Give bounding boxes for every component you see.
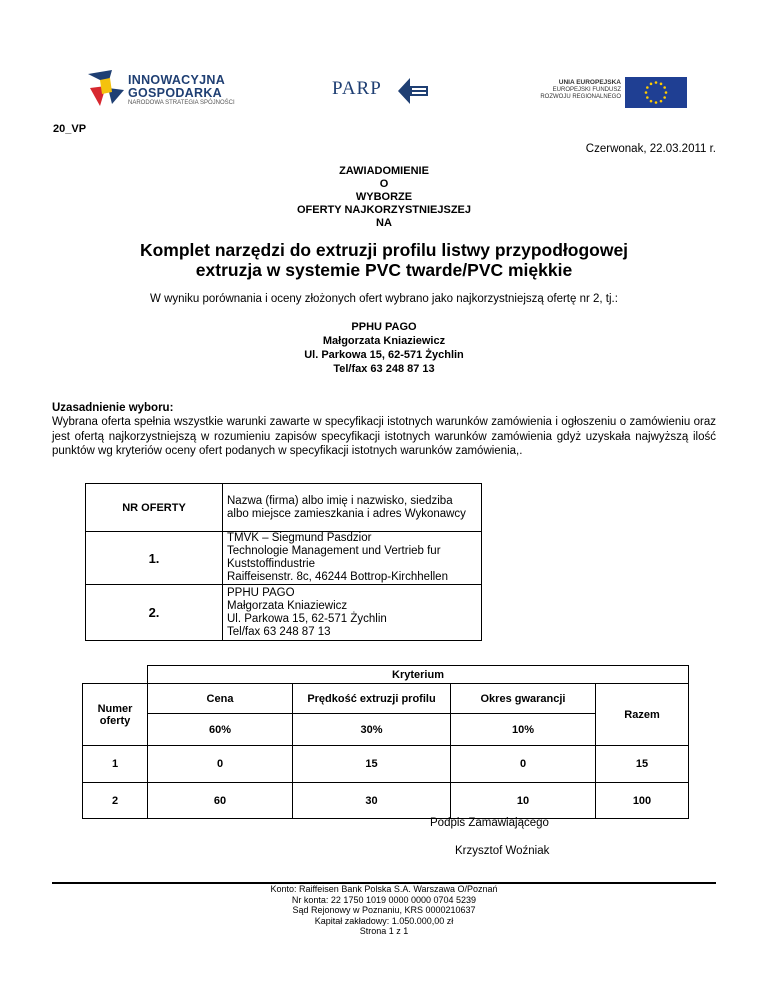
- offer-number: 2.: [86, 585, 223, 641]
- offer-line: Technologie Management und Vertrieb fur Kuststoffindustrie: [227, 545, 441, 570]
- score-total: 100: [596, 783, 689, 819]
- score-cell: 10: [451, 783, 596, 819]
- offer-line: Małgorzata Kniaziewicz: [227, 599, 348, 612]
- score-cell: 30: [293, 783, 451, 819]
- offer-number: 1.: [86, 532, 223, 585]
- logo-ig-subtitle: NARODOWA STRATEGIA SPÓJNOŚCI: [128, 100, 235, 106]
- signature-name: Krzysztof Woźniak: [455, 845, 550, 857]
- footer-line: Nr konta: 22 1750 1019 0000 0000 0704 5239: [291, 894, 477, 905]
- justification-body: Wybrana oferta spełnia wszystkie warunki zawarte w specyfikacji istotnych warunków zamówienia i ogłoszeniu o zamówieniu oraz jest ofertą najkorzystniejszą w rozumieniu zapisów specyfikacji istotnych warunków zamówienia gdyż uzyskała najwyższą ilość punktów wg kryteriów oceny ofert podanych w specyfikacji istotnych warunków zamówienia,.: [52, 416, 716, 457]
- logo-parp-text: PARP: [332, 78, 382, 99]
- table-row: [86, 484, 482, 532]
- heading-line: WYBORZE: [355, 191, 413, 203]
- eu-star-icon: [646, 86, 649, 89]
- offer-line: PPHU PAGO: [227, 586, 295, 599]
- offer-number-header: Numer oferty: [83, 684, 148, 746]
- winner-line: Małgorzata Kniaziewicz: [322, 335, 446, 347]
- offer-line: Ul. Parkowa 15, 62-571 Żychlin: [227, 612, 387, 625]
- innovation-star-icon: [86, 68, 126, 112]
- logo-ig-line2: GOSPODARKA: [128, 86, 222, 100]
- procurement-subject: [0, 240, 768, 280]
- footer: [0, 884, 768, 937]
- subject-line: Komplet narzędzi do extruzji profilu listwy przypodłogowej: [139, 240, 629, 260]
- heading-line: OFERTY NAJKORZYSTNIEJSZEJ: [297, 204, 471, 216]
- place-and-date: Czerwonak, 22.03.2011 r.: [585, 143, 716, 155]
- heading-line: O: [379, 178, 389, 190]
- table-row: [86, 532, 482, 585]
- notice-heading: [0, 165, 768, 230]
- offer-line: TMVK – Siegmund Pasdzior: [227, 532, 372, 544]
- logo-eu-fund: [537, 75, 687, 109]
- score-cell: 60: [148, 783, 293, 819]
- criterion-weight: 60%: [148, 714, 293, 746]
- table-row: [86, 585, 482, 641]
- score-offer-num: 1: [83, 746, 148, 783]
- eu-star-icon: [655, 81, 658, 84]
- offers-header-num: NR OFERTY: [86, 484, 223, 532]
- offer-line: Raiffeisenstr. 8c, 46244 Bottrop-Kirchhellen: [227, 571, 448, 583]
- total-header: Razem: [596, 684, 689, 746]
- offer-desc: [223, 585, 482, 641]
- eu-star-icon: [660, 83, 663, 86]
- score-total: 15: [596, 746, 689, 783]
- eu-star-icon: [650, 83, 653, 86]
- table-row: [83, 746, 689, 783]
- criterion-name: Prędkość extruzji profilu: [293, 684, 451, 714]
- logo-ue-line1: UNIA EUROPEJSKA: [558, 79, 621, 86]
- eu-star-icon: [645, 91, 648, 94]
- heading-line: NA: [376, 217, 392, 229]
- intro-text: W wyniku porównania i oceny złożonych ofert wybrano jako najkorzystniejszą ofertę nr 2, tj.:: [150, 293, 618, 305]
- heading-line: ZAWIADOMIENIE: [339, 165, 429, 177]
- winner-address: [0, 320, 768, 376]
- signature-label: Podpis Zamawiającego: [430, 817, 549, 829]
- score-cell: 0: [451, 746, 596, 783]
- winner-line: Ul. Parkowa 15, 62-571 Żychlin: [304, 349, 464, 361]
- offer-desc: [223, 532, 482, 585]
- eu-star-icon: [646, 96, 649, 99]
- table-row: [83, 666, 689, 684]
- logo-ue-line2: EUROPEJSKI FUNDUSZ: [552, 87, 621, 93]
- logo-ue-line3: ROZWOJU REGIONALNEGO: [540, 94, 621, 100]
- criterion-weight: 10%: [451, 714, 596, 746]
- eu-star-icon: [655, 101, 658, 104]
- score-offer-num: 2: [83, 783, 148, 819]
- eu-star-icon: [650, 100, 653, 103]
- footer-line: Konto: Raiffeisen Bank Polska S.A. Warszawa O/Poznań: [270, 884, 498, 894]
- winner-line: Tel/fax 63 248 87 13: [333, 363, 435, 375]
- logo-innowacyjna-gospodarka: [86, 68, 256, 112]
- criterion-weight: 30%: [293, 714, 451, 746]
- subject-line: extruzja w systemie PVC twarde/PVC miękkie: [195, 260, 573, 280]
- offers-table: [85, 483, 482, 641]
- table-row: [83, 783, 689, 819]
- eu-flag-icon: [625, 77, 687, 108]
- justification-title: Uzasadnienie wyboru:: [52, 402, 174, 414]
- footer-line: Kapitał zakładowy: 1.050.000,00 zł: [314, 915, 454, 926]
- logo-parp: [332, 74, 432, 110]
- offers-header-desc: Nazwa (firma) albo imię i nazwisko, siedziba albo miejsce zamieszkania i adres Wykonawcy: [223, 484, 482, 532]
- winner-line: PPHU PAGO: [351, 321, 417, 333]
- eu-star-icon: [663, 86, 666, 89]
- table-row: [83, 684, 689, 714]
- logo-ig-line1: INNOWACYJNA: [128, 73, 226, 87]
- parp-arrows-icon: [396, 74, 430, 108]
- offer-line: Tel/fax 63 248 87 13: [227, 625, 331, 638]
- criterion-name: Okres gwarancji: [451, 684, 596, 714]
- criteria-title: Kryterium: [148, 666, 689, 684]
- criterion-name: Cena: [148, 684, 293, 714]
- score-cell: 0: [148, 746, 293, 783]
- criteria-table: [82, 665, 689, 819]
- eu-star-icon: [663, 96, 666, 99]
- score-cell: 15: [293, 746, 451, 783]
- document-code: 20_VP: [53, 123, 87, 135]
- page-number: Strona 1 z 1: [359, 926, 409, 936]
- eu-star-icon: [660, 100, 663, 103]
- eu-star-icon: [665, 91, 668, 94]
- footer-line: Sąd Rejonowy w Poznaniu, KRS 0000210637: [292, 905, 476, 915]
